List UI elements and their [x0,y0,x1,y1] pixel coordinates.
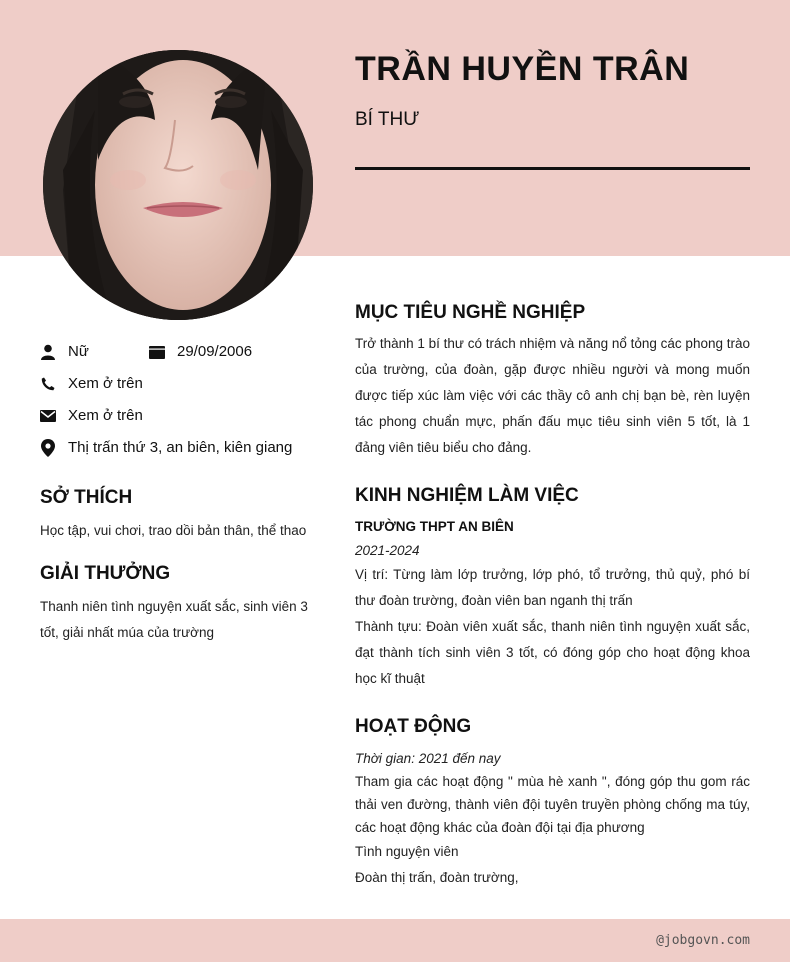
mail-icon [40,408,56,424]
email-row [40,407,143,424]
address-text: Thị trấn thứ 3, an biên, kiên giang [68,439,293,456]
avatar [43,50,313,320]
footer-brand: @jobgovn.com [656,933,750,948]
address-row [40,439,292,456]
experience-organization: TRƯỜNG THPT AN BIÊN [355,519,514,534]
activities-title: HOẠT ĐỘNG [355,716,472,737]
full-name: TRẦN HUYỀN TRÂN [355,50,690,88]
hobbies-title: SỞ THÍCH [40,487,133,508]
calendar-icon [149,344,165,360]
objective-title: MỤC TIÊU NGHỀ NGHIỆP [355,302,586,323]
birthdate-row [149,343,252,360]
objective-text: Trở thành 1 bí thư có trách nhiệm và năng nổ tỏng các phong trào của trường, của đoàn, gặp được nhiều người và mong muốn được tiếp xúc làm việc với các thầy cô anh chị bạn bè, rèn luyện tác phong chuẩn mực, phấn đấu mục tiêu sinh viên 5 tốt, là 1 đảng viên tiêu biểu cho đảng. [355,336,750,455]
activities-period: Thời gian: 2021 đến nay [355,751,501,766]
gender-row [40,343,89,360]
activities-description: Tham gia các hoạt động " mùa hè xanh ", đóng góp thu gom rác thải ven đường, thành viên đội tuyên truyền phòng chống ma túy, các hoạt động khác của đoàn đội tại địa phương [355,774,750,835]
location-pin-icon [40,440,56,456]
email-text: Xem ở trên [68,407,143,424]
person-icon [40,344,56,360]
experience-achievement: Thành tựu: Đoàn viên xuất sắc, thanh niên tình nguyện xuất sắc, đạt thành tích sinh viên 3 tốt, có đóng góp cho hoạt động khoa học kĩ thuật [355,619,750,686]
hobbies-text: Học tập, vui chơi, trao dồi bản thân, thể thao [40,523,307,538]
phone-row [40,375,143,392]
footer-band [0,919,790,962]
job-role: BÍ THƯ [355,109,420,130]
experience-position: Vị trí: Từng làm lớp trưởng, lớp phó, tổ trưởng, thủ quỷ, phó bí thư đoàn trường, đoàn viên ban nganh thị trấn [355,567,750,608]
gender-text: Nữ [68,343,89,360]
phone-text: Xem ở trên [68,375,143,392]
experience-period: 2021-2024 [355,543,420,558]
header-divider [355,167,750,170]
awards-text: Thanh niên tình nguyện xuất sắc, sinh viên 3 tốt, giải nhất múa của trường [40,599,308,640]
awards-title: GIẢI THƯỞNG [40,563,171,584]
activities-item-volunteer: Tình nguyện viên [355,844,459,859]
experience-title: KINH NGHIỆM LÀM VIỆC [355,485,579,506]
birthdate-text: 29/09/2006 [177,343,253,360]
activities-item-organization: Đoàn thị trấn, đoàn trường, [355,870,519,885]
phone-icon [40,376,56,392]
